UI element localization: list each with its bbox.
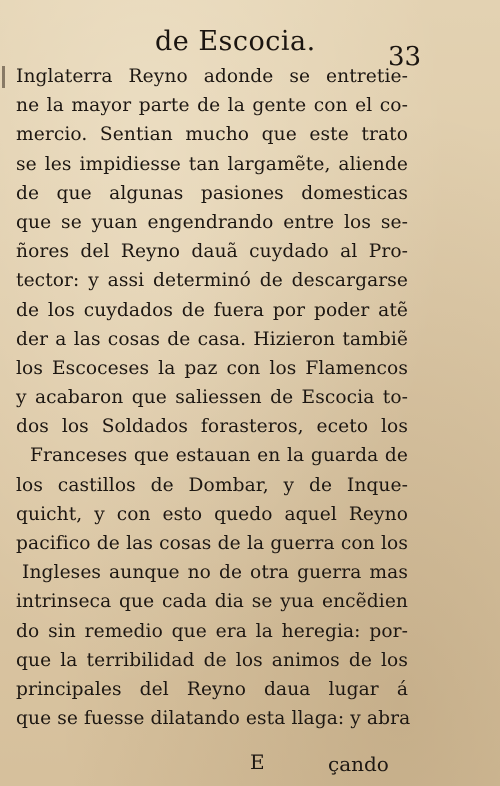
text-line: Ingleses aunque no de otra guerra mas [22,562,408,584]
text-line: ñores del Reyno dauã cuydado al Pro- [16,241,408,263]
text-line: Inglaterra Reyno adonde se entretie- [16,66,408,87]
text-line: de que algunas pasiones domesticas [16,182,408,204]
page-number: 33 [388,42,422,72]
text-line: pacifico de las cosas de la guerra con los [16,533,408,554]
text-line: Franceses que estauan en la guarda de [30,445,408,467]
text-line: que la terribilidad de los animos de los [16,649,408,671]
text-line: se les impidiesse tan largamẽte, aliende [16,153,408,175]
text-line: que se yuan engendrando entre los se- [16,211,408,233]
text-line: tector: y assi determinó de descargarse [16,270,408,292]
text-line: do sin remedio que era la heregia: por- [16,620,408,642]
text-line: mercio. Sentian mucho que este trato [16,124,408,146]
margin-mark [2,66,5,88]
text-line: los Escoceses la paz con los Flamencos [16,357,408,379]
text-line: dos los Soldados forasteros, eceto los [16,416,408,438]
text-line: der a las cosas de casa. Hizieron tambiẽ [16,328,408,350]
text-line: principales del Reyno daua lugar á [16,678,408,700]
text-line: de los cuydados de fuera por poder atẽ [16,299,408,321]
text-line: quicht, y con esto quedo aquel Reyno [16,503,408,525]
catchword: çando [328,752,389,776]
text-line: y acabaron que saliessen de Escocia to- [16,387,408,409]
text-line: que se fuesse dilatando esta llaga: y abra [16,708,411,730]
text-line: los castillos de Dombar, y de Inque- [16,474,408,496]
text-line: ne la mayor parte de la gente con el co- [16,95,408,117]
signature-mark: E [250,750,265,774]
page-header [0,22,500,72]
body-text [16,62,411,733]
text-line: intrinseca que cada dia se yua encẽdien [16,591,408,613]
running-head: de Escocia. [155,26,316,57]
